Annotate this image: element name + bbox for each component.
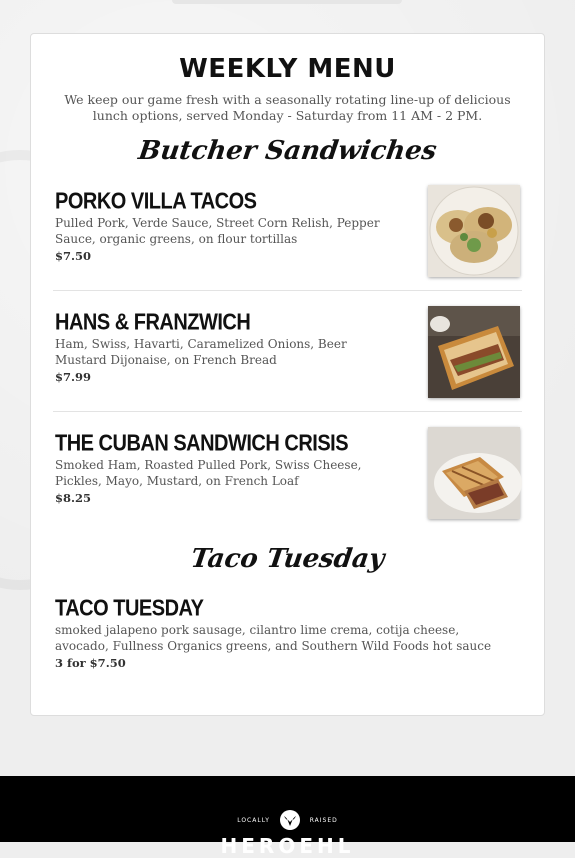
menu-item-porko-villa-tacos: [55, 189, 520, 263]
tacos-photo: [428, 185, 520, 277]
item-description: Ham, Swiss, Havarti, Caramelized Onions, Beer Mustard Dijonaise, on French Bread: [55, 337, 347, 367]
item-divider: [53, 290, 522, 291]
bull-head-icon: [279, 809, 301, 831]
top-tab: [172, 0, 402, 4]
item-name: THE CUBAN SANDWICH CRISIS: [55, 431, 349, 457]
item-price: $8.25: [55, 491, 92, 505]
menu-item-hans-franzwich: [55, 310, 520, 384]
item-description: Pulled Pork, Verde Sauce, Street Corn Relish, Pepper Sauce, organic greens, on flour tortillas: [55, 216, 380, 246]
item-description: smoked jalapeno pork sausage, cilantro lime crema, cotija cheese, avocado, Fullness Organics greens, and Southern Wild Foods hot sauce: [55, 623, 492, 653]
menu-intro: We keep our game fresh with a seasonally rotating line-up of delicious lunch options, served Monday - Saturday from 11 AM - 2 PM.: [64, 92, 511, 123]
item-price: $7.50: [55, 249, 92, 263]
footer-tag-left: LOCALLY: [237, 816, 270, 824]
item-name: PORKO VILLA TACOS: [55, 189, 257, 215]
footer-tag-right: RAISED: [309, 816, 338, 824]
footer-logo[interactable]: [0, 809, 575, 831]
item-price: $7.99: [55, 370, 92, 384]
weekly-menu-card: [30, 33, 545, 716]
item-description: Smoked Ham, Roasted Pulled Pork, Swiss Cheese, Pickles, Mayo, Mustard, on French Loaf: [55, 458, 362, 488]
item-name: HANS & FRANZWICH: [55, 310, 251, 336]
sandwich-photo: [428, 306, 520, 398]
cuban-sandwich-photo: [428, 427, 520, 519]
item-price: 3 for $7.50: [55, 656, 126, 670]
menu-item-cuban-sandwich-crisis: [55, 431, 520, 505]
section-heading-taco-tuesday: Taco Tuesday: [188, 544, 387, 574]
section-heading-butcher-sandwiches: Butcher Sandwiches: [136, 136, 439, 166]
item-name: TACO TUESDAY: [55, 596, 204, 622]
menu-item-taco-tuesday: [55, 596, 520, 670]
site-footer: [0, 776, 575, 858]
footer-wordmark: HEROEHL: [220, 834, 355, 858]
item-divider: [53, 411, 522, 412]
menu-title: WEEKLY MENU: [179, 54, 396, 84]
